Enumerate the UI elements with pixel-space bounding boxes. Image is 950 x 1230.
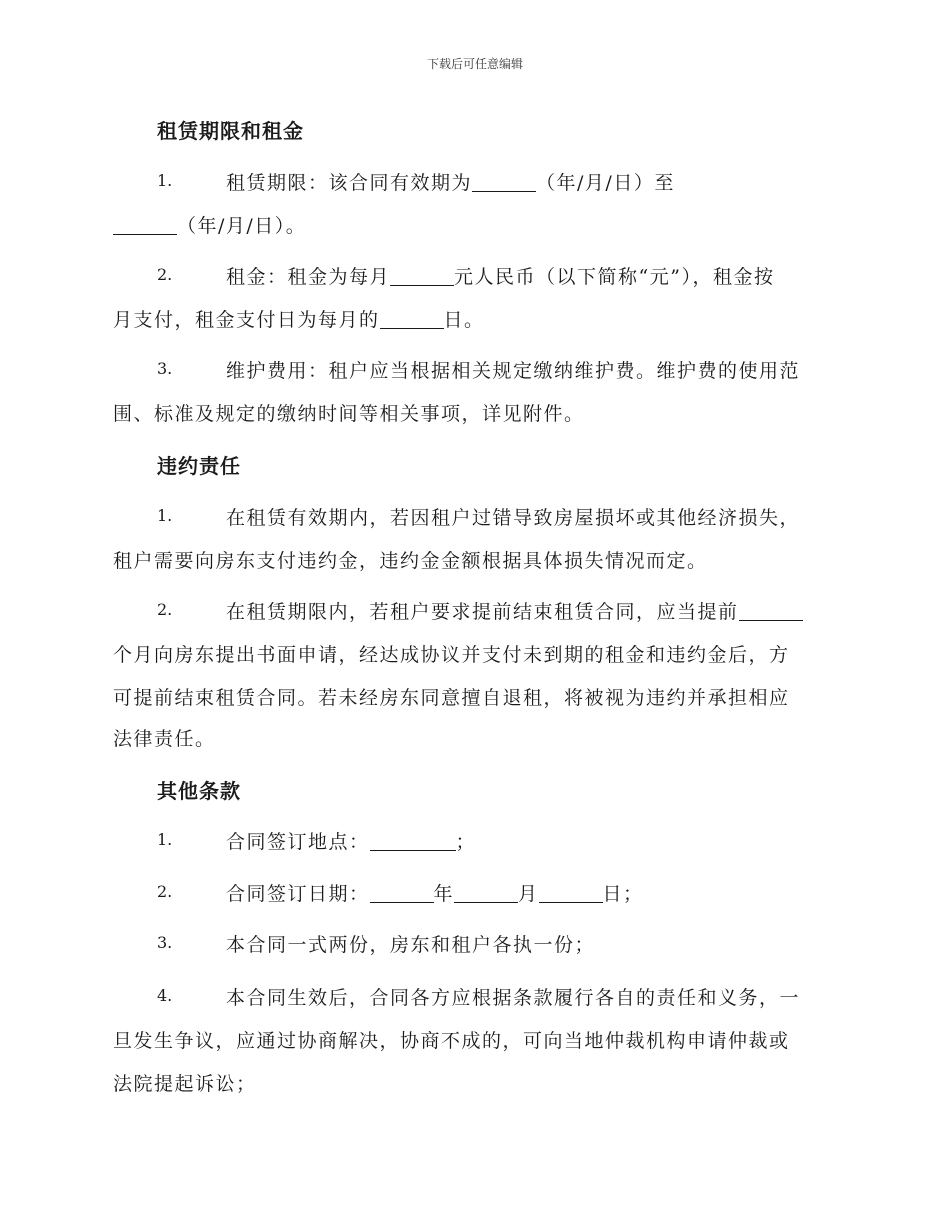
text: 租赁期限：该合同有效期为 xyxy=(226,172,473,194)
section-title-other: 其他条款 xyxy=(157,779,241,803)
page-header: 下载后可任意编辑 xyxy=(426,57,523,71)
text: 合同签订地点： xyxy=(226,831,370,853)
text: ； xyxy=(455,831,477,853)
day-blank xyxy=(539,883,603,903)
rent-line1 xyxy=(226,262,774,289)
text: 租金：租金为每月 xyxy=(226,266,391,288)
text: 月支付，租金支付日为每月的 xyxy=(113,309,380,331)
text: 日。 xyxy=(443,309,485,331)
breach1-line2: 租户需要向房东支付违约金，违约金金额根据具体损失情况而定。 xyxy=(113,550,708,572)
item-number: 2. xyxy=(157,600,173,619)
item-number: 4. xyxy=(157,986,173,1005)
amount-blank xyxy=(390,266,454,286)
day-blank xyxy=(380,309,444,329)
maintenance-line2: 围、标准及规定的缴纳时间等相关事项，详见附件。 xyxy=(113,403,585,425)
text: 日； xyxy=(602,883,644,905)
item-number: 1. xyxy=(157,506,173,525)
item-number: 1. xyxy=(157,830,173,849)
months-blank xyxy=(739,601,803,621)
text: （年/月/日）。 xyxy=(177,215,307,237)
date-blank xyxy=(472,172,536,192)
section-title-breach: 违约责任 xyxy=(157,454,241,478)
sign-place-line xyxy=(226,827,476,854)
item-number: 1. xyxy=(157,171,173,190)
dispute-line1: 本合同生效后，合同各方应根据条款履行各自的责任和义务，一 xyxy=(226,987,801,1009)
month-blank xyxy=(454,883,518,903)
section-title-lease: 租赁期限和租金 xyxy=(157,119,304,143)
breach1-line1: 在租赁有效期内，若因租户过错导致房屋损坏或其他经济损失， xyxy=(226,507,801,529)
dispute-line2: 旦发生争议，应通过协商解决，协商不成的，可向当地仲裁机构申请仲裁或 xyxy=(113,1030,790,1052)
rent-line2 xyxy=(113,305,833,332)
item-number: 3. xyxy=(157,359,173,378)
item-number: 2. xyxy=(157,882,173,901)
item-number: 2. xyxy=(157,265,173,284)
breach2-line3: 可提前结束租赁合同。若未经房东同意擅自退租，将被视为违约并承担相应 xyxy=(113,687,790,709)
breach2-line2: 个月向房东提出书面申请，经达成协议并支付未到期的租金和违约金后，方 xyxy=(113,644,790,666)
text: 合同签订日期： xyxy=(226,883,370,905)
copies-line: 本合同一式两份，房东和租户各执一份； xyxy=(226,934,596,956)
text: 元人民币（以下简称“元”），租金按 xyxy=(454,266,775,288)
text: 在租赁期限内，若租户要求提前结束租赁合同，应当提前 xyxy=(226,601,739,623)
breach2-line4: 法律责任。 xyxy=(113,728,216,750)
dispute-line3: 法院提起诉讼； xyxy=(113,1073,257,1095)
text: 月 xyxy=(518,883,539,905)
text: （年/月/日）至 xyxy=(536,172,675,194)
sign-date-line xyxy=(226,879,644,906)
year-blank xyxy=(370,883,434,903)
maintenance-line1: 维护费用：租户应当根据相关规定缴纳维护费。维护费的使用范 xyxy=(226,360,801,382)
lease-term-line2 xyxy=(113,211,833,238)
item-number: 3. xyxy=(157,933,173,952)
text: 年 xyxy=(433,883,455,905)
breach2-line1 xyxy=(226,597,803,624)
date-blank xyxy=(113,215,177,235)
lease-term-line1 xyxy=(226,168,675,195)
place-blank xyxy=(370,831,456,851)
